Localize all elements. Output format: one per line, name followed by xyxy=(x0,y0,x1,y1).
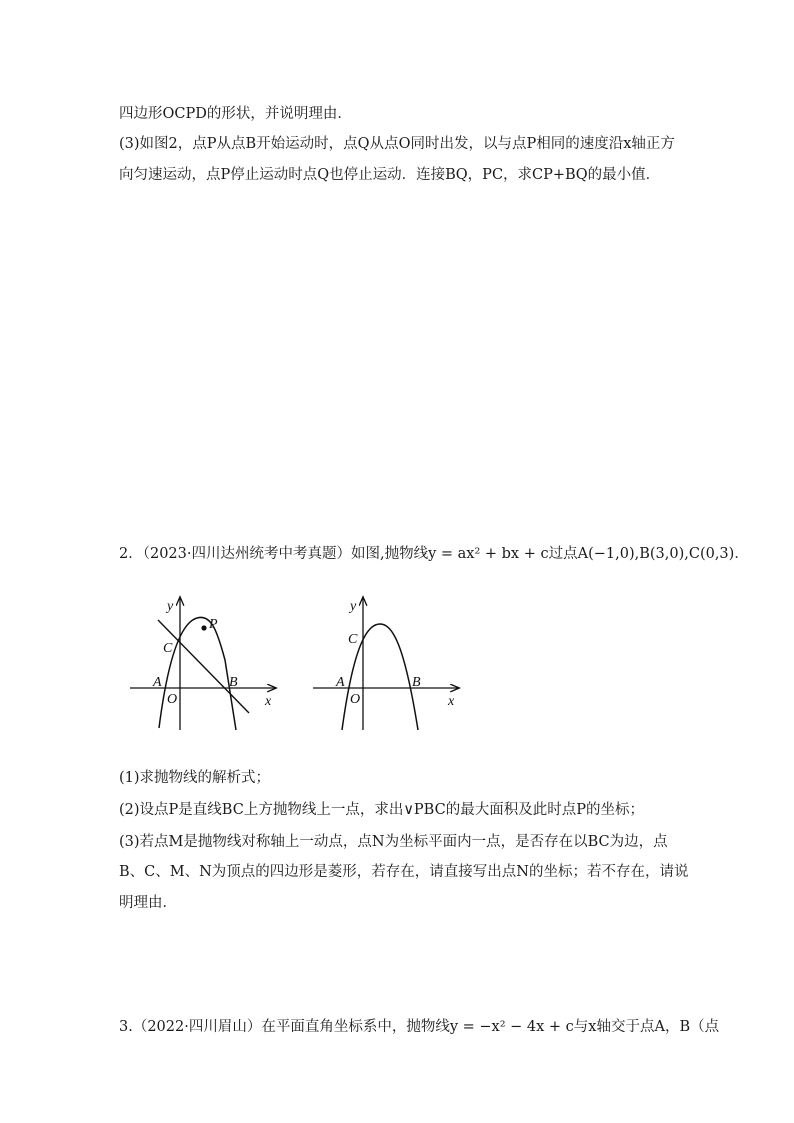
point-p xyxy=(201,625,206,630)
problem2-header: 2．（2023·四川达州统考中考真题）如图,抛物线y = ax² + bx + c过点A(−1,0),B(3,0),C(0,3)． xyxy=(119,546,749,562)
label-b: B xyxy=(229,675,238,690)
label-p: P xyxy=(209,617,218,632)
label-o: O xyxy=(167,692,178,707)
label-x: x xyxy=(265,694,272,709)
label-c: C xyxy=(348,632,358,647)
problem1-line2: (3)如图2，点P从点B开始运动时，点Q从点O同时出发，以与点P相同的速度沿x轴正方 xyxy=(119,136,675,152)
label-x: x xyxy=(448,694,455,709)
problem1-line1: 四边形OCPD的形状，并说明理由． xyxy=(119,106,352,122)
label-b: B xyxy=(412,675,421,690)
label-y: y xyxy=(167,599,174,614)
label-y: y xyxy=(350,599,357,614)
label-a: A xyxy=(153,675,162,690)
problem2-q3-line1: (3)若点M是抛物线对称轴上一动点，点N为坐标平面内一点，是否存在以BC为边，点 xyxy=(119,834,668,850)
label-a: A xyxy=(336,675,345,690)
figure-2 xyxy=(308,590,468,730)
problem2-q1: (1)求抛物线的解析式； xyxy=(119,770,271,786)
problem3-header: 3.（2022·四川眉山）在平面直角坐标系中，抛物线y = −x² − 4x + c与x轴交于点A，B（点 xyxy=(119,1019,720,1035)
label-o: O xyxy=(350,692,361,707)
parabola xyxy=(159,617,236,730)
problem2-q3-line3: 明理由． xyxy=(119,895,177,911)
problem2-q2: (2)设点P是直线BC上方抛物线上一点，求出∨PBC的最大面积及此时点P的坐标； xyxy=(119,802,644,818)
problem1-line3: 向匀速运动，点P停止运动时点Q也停止运动．连接BQ，PC，求CP+BQ的最小值． xyxy=(119,167,661,183)
figure-1 xyxy=(125,590,285,730)
label-c: C xyxy=(163,641,173,656)
problem2-q3-line2: B、C、M、N为顶点的四边形是菱形，若存在，请直接写出点N的坐标；若不存在，请说 xyxy=(119,864,689,880)
